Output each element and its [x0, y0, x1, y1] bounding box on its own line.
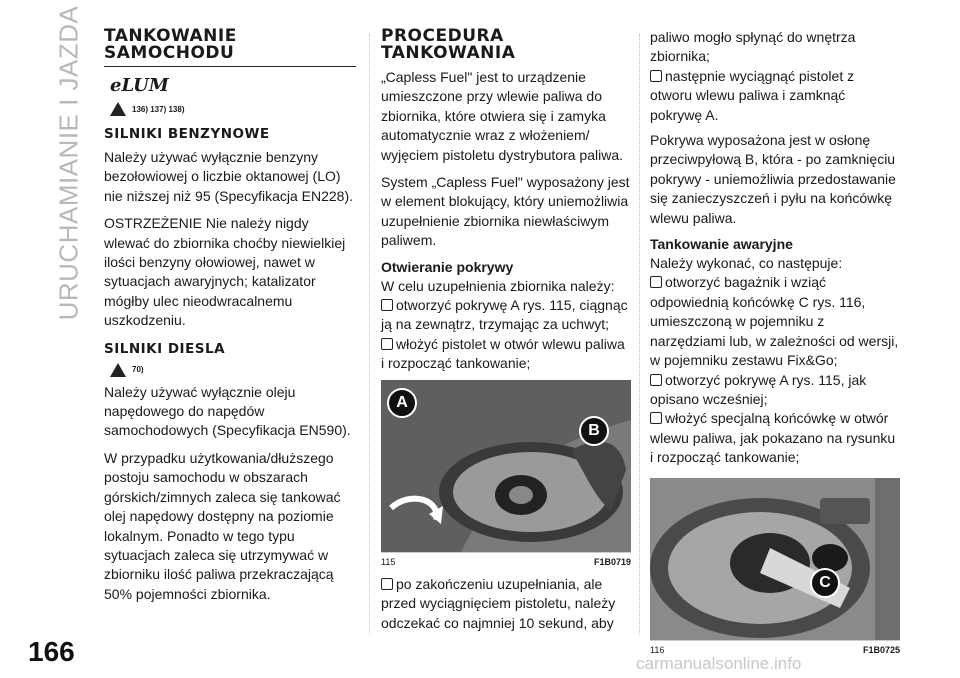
paragraph: OSTRZEŻENIE Nie należy nigdy wlewać do zbiornika choćby niewielkiej ilości benzyny ołowiowej, nawet w sytuacjach awaryjnych; katalizator mógłby ulec nieodwracalnemu uszkodzeniu. — [104, 215, 346, 329]
list-item: następnie wyciągnąć pistolet z otworu wlewu paliwa i zamknąć pokrywę A. — [650, 67, 855, 123]
paragraph: W celu uzupełnienia zbiornika należy: — [381, 277, 615, 294]
bullet-icon — [650, 276, 662, 288]
warning-refs — [110, 363, 356, 377]
list-item: otworzyć pokrywę A rys. 115, ciągnąc ją na zewnątrz, trzymając za uchwyt; — [381, 297, 628, 333]
list-item: otworzyć bagażnik i wziąć odpowiednią końcówkę C rys. 116, umieszczoną w pojemniku z narzędziami lub, w zależności od wersji, w pojemniku zestawu Fix&Go; — [650, 274, 899, 369]
page-number: 166 — [28, 636, 75, 667]
diesel-heading: SILNIKI DIESLA — [104, 340, 226, 357]
bullet-icon — [650, 374, 662, 386]
subheading: Otwieranie pokrywy — [381, 258, 514, 275]
figure-caption — [381, 557, 631, 567]
warning-ref-text: 136) 137) 138) — [132, 104, 185, 114]
figure-number: 116 — [650, 644, 665, 655]
list-item: po zakończeniu uzupełniania, ale przed wyciągnięciem pistoletu, należy odczekać co najmniej 10 sekund, aby — [381, 575, 616, 631]
column-2 — [381, 28, 631, 633]
callout-c: C — [810, 568, 840, 598]
section-title: PROCEDURA TANKOWANIA — [381, 26, 516, 63]
petrol-heading: SILNIKI BENZYNOWE — [104, 126, 270, 142]
watermark: carmanualsonline.info — [636, 654, 802, 673]
eco-logo: eLUM — [110, 75, 169, 96]
bullet-icon — [381, 299, 393, 311]
section-title: TANKOWANIE SAMOCHODU — [104, 26, 237, 63]
warning-ref-text: 70) — [132, 365, 144, 375]
callout-b: B — [579, 416, 609, 446]
list-item: otworzyć pokrywę A rys. 115, jak opisano wcześniej; — [650, 371, 867, 407]
warning-refs — [110, 102, 356, 116]
paragraph: System „Capless Fuel" wyposażony jest w element blokujący, który uniemożliwia uzupełnienie zbiornika niewłaściwym paliwem. — [381, 174, 630, 249]
warning-icon — [110, 102, 126, 116]
list-item: włożyć pistolet w otwór wlewu paliwa i rozpocząć tankowanie; — [381, 335, 625, 372]
subheading: Tankowanie awaryjne — [650, 236, 793, 253]
column-divider — [639, 34, 640, 634]
paragraph: Należy wykonać, co następuje: — [650, 255, 843, 272]
paragraph: W przypadku użytkowania/dłuższego postoju samochodu w obszarach górskich/zimnych zaleca się tankować olej napędowy dostępny na poziomie lokalnym. Ponadto w tego typu sytuacjach zaleca się utrzymywać w zbiorniku ilość paliwa przekraczającą 50% pojemności zbiornika. — [104, 449, 341, 602]
figure-number: 115 — [381, 556, 396, 567]
figure-116 — [650, 478, 900, 641]
paragraph: Należy używać wyłącznie benzyny bezołowiowej o liczbie oktanowej (LO) nie niższej niż 95 (Specyfikacja EN228). — [104, 149, 354, 204]
bullet-icon — [381, 578, 393, 590]
figure-code: F1B0725 — [862, 644, 900, 655]
column-3 — [650, 28, 900, 655]
paragraph: Należy używać wyłącznie oleju napędowego do napędów samochodowych (Specyfikacja EN590). — [104, 383, 351, 439]
list-item: włożyć specjalną końcówkę w otwór wlewu paliwa, jak pokazano na rysunku i rozpocząć tankowanie; — [650, 410, 896, 466]
chapter-side-title: URUCHAMIANIE I JAZDA — [53, 5, 84, 321]
figure-115 — [381, 380, 631, 553]
paragraph: Pokrywa wyposażona jest w osłonę przeciwpyłową B, która - po zamknięciu pokrywy - uniemożliwia przedostawanie się zanieczyszczeń i pyłu na końcówkę wlewu paliwa. — [650, 132, 896, 226]
bullet-icon — [381, 338, 393, 350]
column-divider — [369, 34, 370, 634]
title-rule — [104, 66, 356, 67]
bullet-icon — [650, 70, 662, 82]
figure-caption — [650, 645, 900, 655]
column-1 — [104, 28, 356, 612]
callout-a: A — [387, 388, 417, 418]
fuel-flap-illustration — [381, 380, 631, 552]
paragraph: paliwo mogło spłynąć do wnętrza zbiornika; — [650, 29, 856, 65]
emergency-nozzle-illustration — [650, 478, 900, 640]
bullet-icon — [650, 412, 662, 424]
warning-icon — [110, 363, 126, 377]
figure-code: F1B0719 — [593, 556, 631, 567]
paragraph: „Capless Fuel" jest to urządzenie umieszczone przy wlewie paliwa do zbiornika, które otwiera się i zamyka automatycznie wraz z włożeniem/ wyjęciem pistoletu dystrybutora paliwa. — [381, 69, 623, 163]
